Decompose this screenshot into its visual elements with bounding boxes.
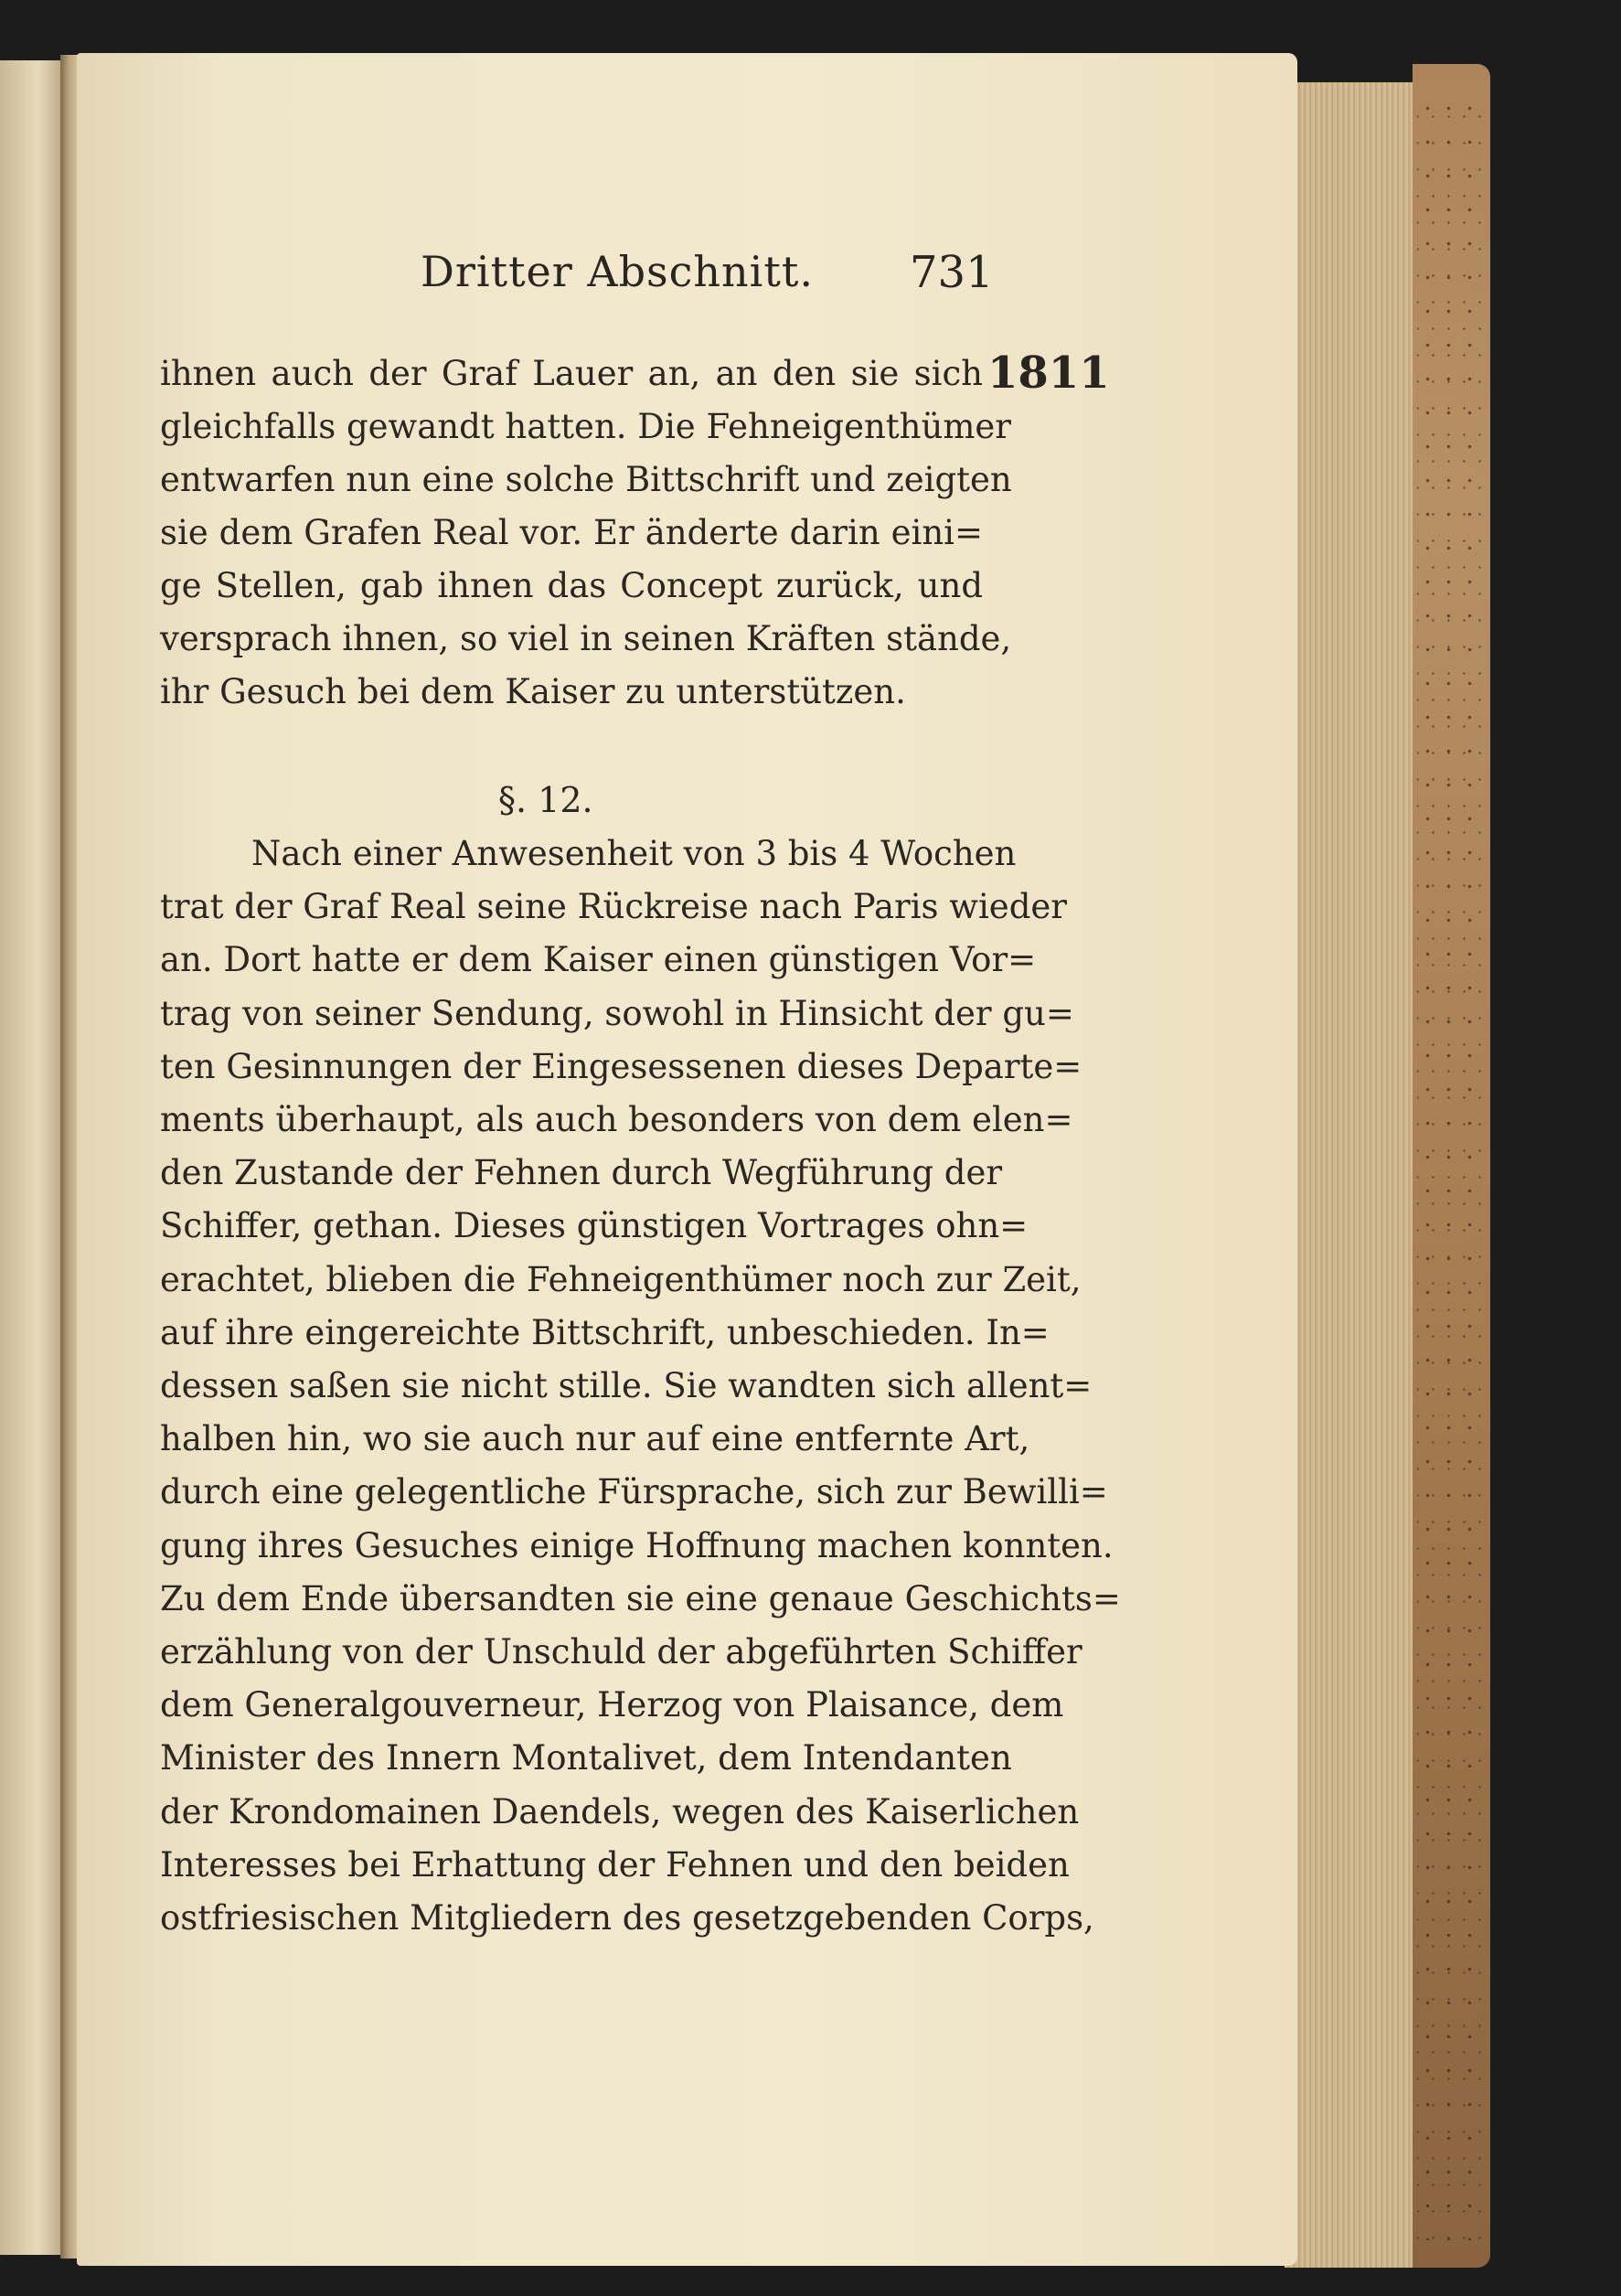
text-line: Zu dem Ende übersandten sie eine genaue Geschichts=: [160, 1578, 1121, 1618]
text-line: ostfriesischen Mitgliedern des gesetzgebenden Corps,: [160, 1898, 1094, 1938]
text-line: erachtet, blieben die Fehneigenthümer noch zur Zeit,: [160, 1259, 1082, 1299]
page-number: 731: [910, 247, 994, 298]
text-line: ge Stellen, gab ihnen das Concept zurück, und: [160, 566, 983, 605]
text-line: entwarfen nun eine solche Bittschrift und zeigten: [160, 460, 1012, 499]
text-line: erzählung von der Unschuld der abgeführten Schiffer: [160, 1632, 1082, 1672]
text-line: dessen saßen sie nicht stille. Sie wandten sich allent=: [160, 1366, 1093, 1406]
margin-year: 1811: [987, 347, 1110, 399]
text-line: Interesses bei Erhattung der Fehnen und den beiden: [160, 1844, 1070, 1885]
cover-speckle: [1417, 91, 1481, 2240]
section-heading: §. 12.: [498, 780, 593, 820]
text-line: dem Generalgouverneur, Herzog von Plaisance, dem: [160, 1685, 1064, 1725]
text-line: ihr Gesuch bei dem Kaiser zu unterstützen.: [160, 672, 906, 711]
left-page-edge: [0, 60, 64, 2255]
page-header: [160, 247, 994, 311]
text-line: Nach einer Anwesenheit von 3 bis 4 Wochen: [251, 834, 1017, 873]
running-head: Dritter Abschnitt.: [421, 247, 814, 296]
text-line: trat der Graf Real seine Rückreise nach Paris wieder: [160, 887, 1067, 927]
text-line: der Krondomainen Daendels, wegen des Kaiserlichen: [160, 1791, 1080, 1831]
text-line: durch eine gelegentliche Fürsprache, sich zur Bewilli=: [160, 1472, 1108, 1512]
text-line: ihnen auch der Graf Lauer an, an den sie sich: [160, 354, 983, 393]
text-line: versprach ihnen, so viel in seinen Kräften stände,: [160, 619, 1012, 658]
text-line: ments überhaupt, als auch besonders von dem elen=: [160, 1100, 1073, 1140]
paragraph-1: [160, 347, 1012, 719]
text-line: gung ihres Gesuches einige Hoffnung machen konnten.: [160, 1525, 1114, 1565]
text-line: auf ihre eingereichte Bittschrift, unbeschieden. In=: [160, 1312, 1050, 1352]
text-line: trag von seiner Sendung, sowohl in Hinsicht der gu=: [160, 993, 1074, 1033]
text-line: den Zustande der Fehnen durch Wegführung der: [160, 1153, 1003, 1193]
text-line: an. Dort hatte er dem Kaiser einen günstigen Vor=: [160, 940, 1037, 980]
text-line: gleichfalls gewandt hatten. Die Fehneigenthümer: [160, 407, 1011, 446]
text-line: halben hin, wo sie auch nur auf eine entfernte Art,: [160, 1419, 1030, 1459]
text-line: ten Gesinnungen der Eingesessenen dieses Departe=: [160, 1046, 1082, 1086]
text-line: Schiffer, gethan. Dieses günstigen Vortrages ohn=: [160, 1206, 1029, 1246]
text-line: sie dem Grafen Real vor. Er änderte darin eini=: [160, 513, 983, 552]
text-line: Minister des Innern Montalivet, dem Intendanten: [160, 1738, 1012, 1778]
paragraph-2: [160, 828, 1121, 1945]
